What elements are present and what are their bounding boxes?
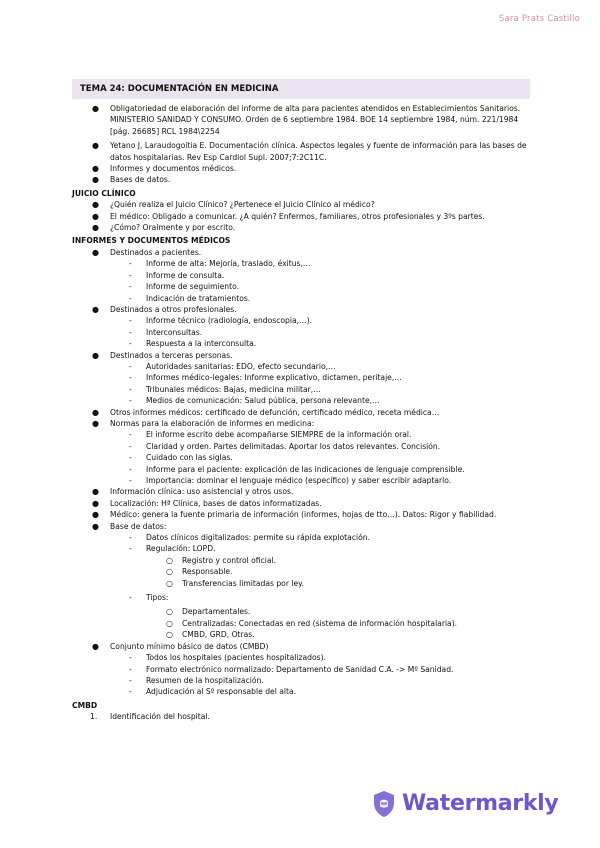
bullet-icon: ●: [92, 487, 99, 497]
dash-icon: -: [129, 293, 132, 303]
list-item: ● El médico: Obligado a comunicar. ¿A quién? Enfermos, familiares, otros profesionales y 3ºs partes.: [92, 211, 485, 221]
sub-list-item: - Informe de consulta.: [129, 270, 225, 280]
sub-sub-list-item: ○ Responsable.: [166, 567, 233, 577]
bullet-icon: ●: [92, 641, 99, 651]
sub-list-item: - Datos clínicos digitalizados: permite su rápida explotación.: [129, 533, 370, 543]
dash-icon: -: [129, 339, 132, 349]
sub-sub-list-item: ○ CMBD, GRD, Otras.: [166, 630, 255, 640]
dash-icon: -: [129, 373, 132, 383]
sub-list-item: - Indicación de tratamientos.: [129, 293, 251, 303]
dash-icon: -: [129, 282, 132, 292]
circle-bullet-icon: ○: [166, 567, 173, 577]
sub-list-item: - Importancia: dominar el lenguaje médico (específico) y saber escribir adaptarlo.: [129, 476, 452, 485]
dash-icon: -: [129, 653, 132, 663]
bullet-icon: ●: [92, 164, 99, 174]
list-item: ● ¿Cómo? Oralmente y por escrito.: [92, 223, 236, 233]
bullet-icon: ●: [92, 510, 99, 520]
dash-icon: -: [129, 259, 132, 269]
bullet-icon: ●: [92, 247, 99, 257]
bullet-icon: ●: [92, 350, 99, 360]
sub-list-item: - Medios de comunicación: Salud pública, persona relevante,…: [129, 396, 380, 406]
item-number: 1.: [90, 712, 98, 722]
sub-list-item: - Resumen de la hospitalización.: [129, 675, 264, 685]
list-item: ● Normas para la elaboración de informes en medicina:: [92, 418, 315, 428]
list-item: ● ¿Quién realiza el Juicio Clínico? ¿Pertenece el Juicio Clínico al médico?: [92, 200, 375, 210]
dash-icon: -: [129, 270, 132, 280]
sub-list-item: - Formato electrónico normalizado: Departamento de Sanidad C.A. -> Mº Sanidad.: [129, 664, 454, 674]
list-item: ● Informes y documentos médicos.: [92, 164, 237, 174]
dash-icon: -: [129, 544, 132, 554]
circle-bullet-icon: ○: [166, 578, 173, 588]
dash-icon: -: [129, 441, 132, 451]
bullet-icon: ●: [92, 211, 99, 221]
sub-sub-list-item: ○ Registro y control oficial.: [166, 555, 277, 565]
sub-list-item: - Informe para el paciente: explicación de las indicaciones de lenguaje comprensible.: [129, 464, 465, 474]
dash-icon: -: [129, 316, 132, 326]
dash-icon: -: [129, 361, 132, 371]
sub-list-item: - Informe de seguimiento.: [129, 282, 240, 292]
watermark-text: Watermarkly: [402, 791, 559, 816]
dash-icon: -: [129, 593, 132, 603]
sub-list-item: - Informe de alta: Mejoría, traslado, éxitus,…: [129, 259, 311, 269]
sub-list-item: - Informe técnico (radiología, endoscopia,…).: [129, 316, 313, 326]
list-item: ● Información clínica: uso asistencial y otros usos.: [92, 487, 294, 497]
watermark: [372, 789, 572, 821]
bullet-icon: ●: [92, 521, 99, 531]
bullet-icon: ●: [92, 304, 99, 314]
sub-list-item: - Tribunales médicos: Bajas, medicina militar,…: [129, 384, 321, 394]
sub-list-item: - Todos los hospitales (pacientes hospitalizados).: [129, 653, 326, 663]
section-heading-cmbd: CMBD: [72, 700, 98, 710]
numbered-item: 1. Identificación del hospital.: [90, 712, 210, 722]
bullet-icon: ●: [92, 200, 99, 210]
dash-icon: -: [129, 687, 132, 697]
circle-bullet-icon: ○: [166, 618, 173, 628]
bullet-icon: ●: [92, 407, 99, 417]
dash-icon: -: [129, 396, 132, 406]
section-title-bar: [72, 79, 530, 99]
list-item: ● Base de datos:: [92, 521, 167, 531]
list-item: ● Destinados a pacientes.: [92, 247, 202, 257]
sub-list-item: - Tipos:: [129, 593, 169, 603]
list-item: ● Bases de datos.: [92, 175, 171, 185]
sub-sub-list-item: ○ Departamentales.: [166, 607, 251, 617]
bullet-icon: ●: [92, 141, 99, 151]
list-item: ● Yetano J, Laraudogoitia E. Documentación clínica. Aspectos legales y fuente de información para las bases de datos hospitalarias. Rev Esp Cardiol Supl. 2007;7:2C11C.: [92, 141, 527, 162]
dash-icon: -: [129, 453, 132, 463]
bullet-icon: ●: [92, 175, 99, 185]
list-item: ● Conjunto mínimo básico de datos (CMBD): [92, 641, 269, 651]
dash-icon: -: [129, 464, 132, 474]
circle-bullet-icon: ○: [166, 607, 173, 617]
author-name: Sara Prats Castillo: [498, 14, 580, 24]
shield-logo-icon: [372, 790, 396, 818]
sub-list-item: - Cuidado con las siglas.: [129, 453, 233, 463]
document-body: [72, 103, 532, 723]
sub-sub-list-item: ○ Transferencias limitadas por ley.: [166, 578, 304, 588]
list-item: ● Destinados a otros profesionales.: [92, 304, 237, 314]
sub-list-item: - Regulación: LOPD.: [129, 544, 216, 554]
dash-icon: -: [129, 664, 132, 674]
dash-icon: -: [129, 675, 132, 685]
sub-sub-list-item: ○ Centralizadas: Conectadas en red (sistema de información hospitalaria).: [166, 618, 458, 628]
list-item: ● Destinados a terceras personas.: [92, 350, 233, 360]
dash-icon: -: [129, 384, 132, 394]
bullet-icon: ●: [92, 498, 99, 508]
section-heading-informes: INFORMES Y DOCUMENTOS MÉDICOS: [72, 236, 231, 246]
list-item: ● Otros informes médicos: certificado de defunción, certificado médico, receta médica…: [92, 407, 440, 417]
sub-list-item: - Adjudicación al Sº responsable del alta.: [129, 687, 297, 697]
dash-icon: -: [129, 533, 132, 543]
sub-list-item: - Informes médico-legales: Informe explicativo, dictamen, peritaje,…: [129, 373, 402, 383]
circle-bullet-icon: ○: [166, 555, 173, 565]
bullet-icon: ●: [92, 223, 99, 233]
bullet-icon: ●: [92, 418, 99, 428]
section-heading-juicio: JUICIO CLÍNICO: [72, 188, 136, 198]
sub-list-item: - Autoridades sanitarias: EDO, efecto secundario,…: [129, 361, 336, 371]
sub-list-item: - Claridad y orden. Partes delimitadas. Aportar los datos relevantes. Concisión.: [129, 441, 441, 451]
dash-icon: -: [129, 327, 132, 337]
sub-list-item: - Interconsultas.: [129, 327, 203, 337]
list-item: ● Obligatoriedad de elaboración del informe de alta para pacientes atendidos en Establecimientos Sanitarios. MINISTERIO SANIDAD Y CONSUMO. Orden de 6 septiembre 1984. BOE 14 septiembre 1984, núm. 221/1984 [pág. 26685] RCL 1984\2254: [92, 104, 521, 136]
circle-bullet-icon: ○: [166, 630, 173, 640]
section-title: TEMA 24: DOCUMENTACIÓN EN MEDICINA: [80, 84, 279, 94]
dash-icon: -: [129, 476, 132, 485]
dash-icon: -: [129, 430, 132, 440]
sub-list-item: - El informe escrito debe acompañarse SIEMPRE de la información oral.: [129, 430, 412, 440]
sub-list-item: - Respuesta a la interconsulta.: [129, 339, 257, 349]
list-item: ● Localización: Hª Clínica, bases de datos informatizadas.: [92, 498, 322, 508]
list-item: ● Médico: genera la fuente primaria de información (informes, hojas de tto…). Datos: Rigor y fiabilidad.: [92, 510, 497, 520]
bullet-icon: ●: [92, 104, 99, 113]
